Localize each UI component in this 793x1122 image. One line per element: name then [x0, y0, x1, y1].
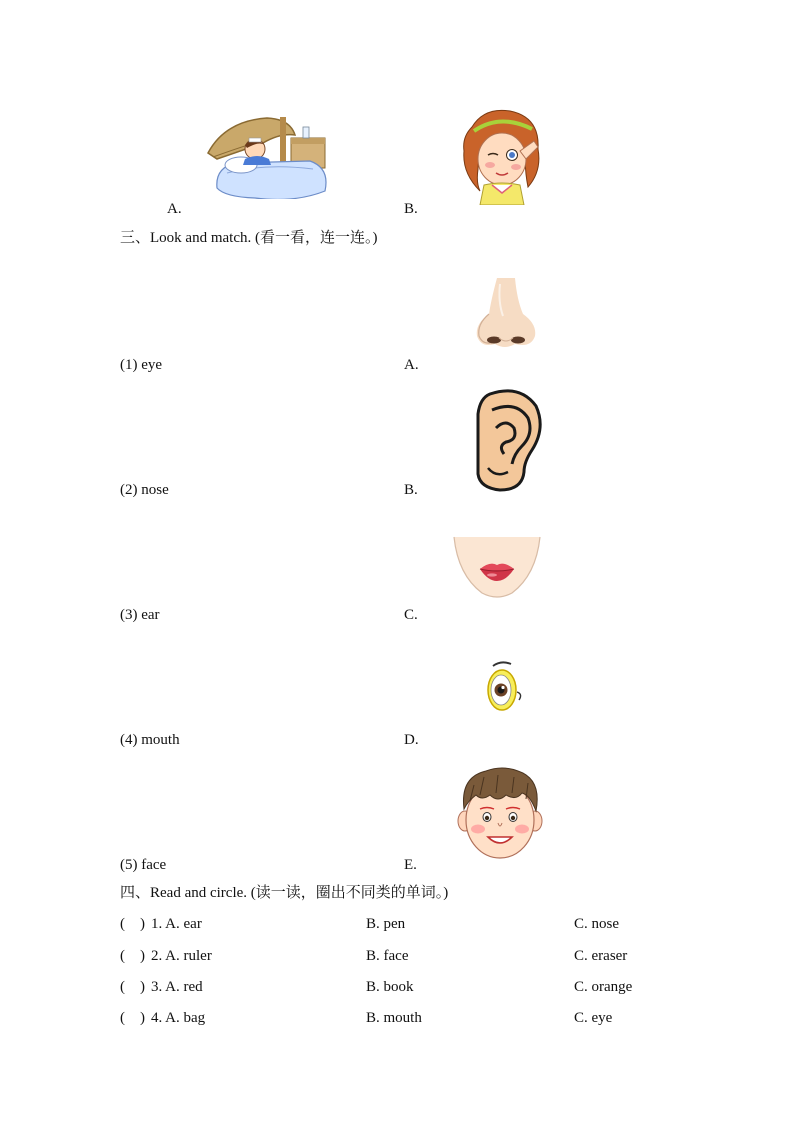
- option-c: C. nose: [574, 916, 619, 932]
- match-word-3: (3) ear: [120, 607, 160, 623]
- option-c: C. eraser: [574, 948, 628, 964]
- match-word-2: (2) nose: [120, 482, 169, 498]
- section3-heading: 三、Look and match. (看一看，连一连。): [120, 230, 378, 246]
- mouth-icon: [452, 535, 542, 601]
- option-b: B. book: [366, 979, 414, 995]
- match-picture-e-label: E.: [404, 857, 417, 873]
- winking-girl-icon: [454, 107, 549, 205]
- option-c: C. orange: [574, 979, 633, 995]
- eye-icon: [483, 660, 525, 714]
- option-a: 1. A. ear: [151, 916, 202, 932]
- match-word-4: (4) mouth: [120, 732, 180, 748]
- answer-bracket[interactable]: ( ): [120, 1010, 145, 1026]
- match-word-5: (5) face: [120, 857, 167, 873]
- answer-bracket[interactable]: ( ): [120, 916, 145, 932]
- answer-bracket[interactable]: ( ): [120, 948, 145, 964]
- option-a: 4. A. bag: [151, 1010, 206, 1026]
- answer-bracket[interactable]: ( ): [120, 979, 145, 995]
- match-word-1: (1) eye: [120, 357, 163, 373]
- match-picture-a-label: A.: [404, 357, 419, 373]
- option-a: 3. A. red: [151, 979, 203, 995]
- boy-face-icon: [456, 765, 544, 861]
- ear-icon: [470, 388, 544, 492]
- option-b: B. pen: [366, 916, 406, 932]
- nose-icon: [473, 278, 539, 350]
- sick-boy-in-bed-icon: [205, 113, 330, 199]
- option-b: B. mouth: [366, 1010, 422, 1026]
- option-c: C. eye: [574, 1010, 613, 1026]
- match-picture-c-label: C.: [404, 607, 418, 623]
- option-b: B. face: [366, 948, 409, 964]
- section4-heading: 四、Read and circle. (读一读，圈出不同类的单词。): [120, 885, 449, 901]
- option-a: 2. A. ruler: [151, 948, 212, 964]
- top-option-a-label: A.: [167, 201, 182, 217]
- match-picture-b-label: B.: [404, 482, 418, 498]
- match-picture-d-label: D.: [404, 732, 419, 748]
- top-option-b-label: B.: [404, 201, 418, 217]
